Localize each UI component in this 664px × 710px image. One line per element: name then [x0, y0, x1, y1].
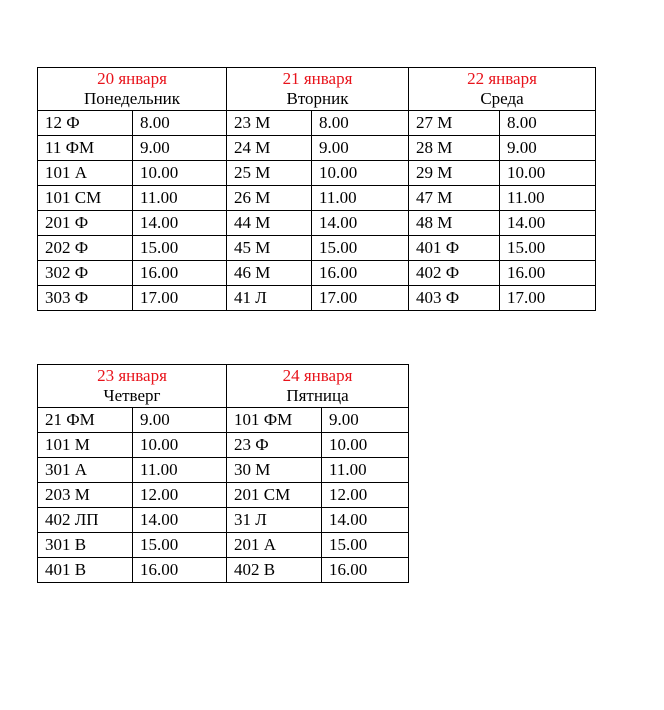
- group-cell: 45 М: [227, 236, 312, 261]
- group-cell: 41 Л: [227, 286, 312, 311]
- time-cell: 17.00: [500, 286, 596, 311]
- group-cell: 21 ФМ: [38, 408, 133, 433]
- group-cell: 402 Ф: [409, 261, 500, 286]
- day-header-row: [38, 365, 409, 408]
- time-cell: 15.00: [500, 236, 596, 261]
- table-row: [38, 508, 409, 533]
- day-date: 22 января: [467, 69, 537, 88]
- group-cell: 24 М: [227, 136, 312, 161]
- table-row: [38, 111, 596, 136]
- group-cell: 201 СМ: [227, 483, 322, 508]
- group-cell: 46 М: [227, 261, 312, 286]
- table-row: [38, 458, 409, 483]
- time-cell: 9.00: [133, 136, 227, 161]
- time-cell: 11.00: [322, 458, 409, 483]
- time-cell: 15.00: [312, 236, 409, 261]
- time-cell: 14.00: [133, 211, 227, 236]
- day-header: [409, 68, 596, 111]
- group-cell: 48 М: [409, 211, 500, 236]
- group-cell: 23 Ф: [227, 433, 322, 458]
- group-cell: 301 А: [38, 458, 133, 483]
- time-cell: 9.00: [500, 136, 596, 161]
- group-cell: 401 В: [38, 558, 133, 583]
- time-cell: 9.00: [322, 408, 409, 433]
- group-cell: 203 М: [38, 483, 133, 508]
- time-cell: 16.00: [133, 261, 227, 286]
- group-cell: 101 М: [38, 433, 133, 458]
- time-cell: 9.00: [312, 136, 409, 161]
- time-cell: 9.00: [133, 408, 227, 433]
- day-header: [38, 68, 227, 111]
- time-cell: 15.00: [133, 236, 227, 261]
- time-cell: 14.00: [133, 508, 227, 533]
- group-cell: 201 А: [227, 533, 322, 558]
- table-row: [38, 533, 409, 558]
- time-cell: 12.00: [322, 483, 409, 508]
- time-cell: 11.00: [133, 458, 227, 483]
- group-cell: 28 М: [409, 136, 500, 161]
- day-weekday: Вторник: [286, 89, 349, 108]
- group-cell: 101 ФМ: [227, 408, 322, 433]
- time-cell: 10.00: [133, 433, 227, 458]
- time-cell: 16.00: [312, 261, 409, 286]
- schedule-table-week-part-1: [37, 67, 596, 311]
- time-cell: 11.00: [133, 186, 227, 211]
- day-header: [227, 68, 409, 111]
- group-cell: 11 ФМ: [38, 136, 133, 161]
- time-cell: 8.00: [312, 111, 409, 136]
- group-cell: 23 М: [227, 111, 312, 136]
- day-header-row: [38, 68, 596, 111]
- group-cell: 303 Ф: [38, 286, 133, 311]
- day-weekday: Среда: [480, 89, 524, 108]
- group-cell: 402 ЛП: [38, 508, 133, 533]
- time-cell: 15.00: [133, 533, 227, 558]
- day-weekday: Понедельник: [83, 89, 181, 108]
- time-cell: 15.00: [322, 533, 409, 558]
- time-cell: 10.00: [322, 433, 409, 458]
- day-weekday: Пятница: [286, 386, 349, 405]
- group-cell: 29 М: [409, 161, 500, 186]
- day-date: 20 января: [97, 69, 167, 88]
- table-row: [38, 286, 596, 311]
- table-row: [38, 186, 596, 211]
- group-cell: 47 М: [409, 186, 500, 211]
- group-cell: 101 СМ: [38, 186, 133, 211]
- group-cell: 101 А: [38, 161, 133, 186]
- time-cell: 10.00: [133, 161, 227, 186]
- table-row: [38, 261, 596, 286]
- group-cell: 402 В: [227, 558, 322, 583]
- time-cell: 12.00: [133, 483, 227, 508]
- time-cell: 14.00: [312, 211, 409, 236]
- day-header: [38, 365, 227, 408]
- day-date: 23 января: [97, 366, 167, 385]
- group-cell: 44 М: [227, 211, 312, 236]
- group-cell: 26 М: [227, 186, 312, 211]
- group-cell: 25 М: [227, 161, 312, 186]
- time-cell: 16.00: [322, 558, 409, 583]
- day-date: 21 января: [282, 69, 353, 88]
- time-cell: 14.00: [500, 211, 596, 236]
- group-cell: 12 Ф: [38, 111, 133, 136]
- day-weekday: Четверг: [103, 386, 161, 405]
- time-cell: 14.00: [322, 508, 409, 533]
- table-row: [38, 161, 596, 186]
- group-cell: 403 Ф: [409, 286, 500, 311]
- time-cell: 10.00: [312, 161, 409, 186]
- group-cell: 201 Ф: [38, 211, 133, 236]
- time-cell: 11.00: [500, 186, 596, 211]
- table-row: [38, 483, 409, 508]
- time-cell: 8.00: [133, 111, 227, 136]
- group-cell: 30 М: [227, 458, 322, 483]
- group-cell: 27 М: [409, 111, 500, 136]
- time-cell: 17.00: [133, 286, 227, 311]
- day-header: [227, 365, 409, 408]
- group-cell: 301 В: [38, 533, 133, 558]
- group-cell: 31 Л: [227, 508, 322, 533]
- group-cell: 202 Ф: [38, 236, 133, 261]
- time-cell: 16.00: [500, 261, 596, 286]
- time-cell: 11.00: [312, 186, 409, 211]
- group-cell: 401 Ф: [409, 236, 500, 261]
- schedule-table-week-part-2: [37, 364, 409, 583]
- time-cell: 10.00: [500, 161, 596, 186]
- table-row: [38, 433, 409, 458]
- time-cell: 17.00: [312, 286, 409, 311]
- group-cell: 302 Ф: [38, 261, 133, 286]
- time-cell: 16.00: [133, 558, 227, 583]
- table-row: [38, 236, 596, 261]
- table-row: [38, 408, 409, 433]
- table-row: [38, 211, 596, 236]
- time-cell: 8.00: [500, 111, 596, 136]
- table-row: [38, 136, 596, 161]
- table-row: [38, 558, 409, 583]
- day-date: 24 января: [282, 366, 353, 385]
